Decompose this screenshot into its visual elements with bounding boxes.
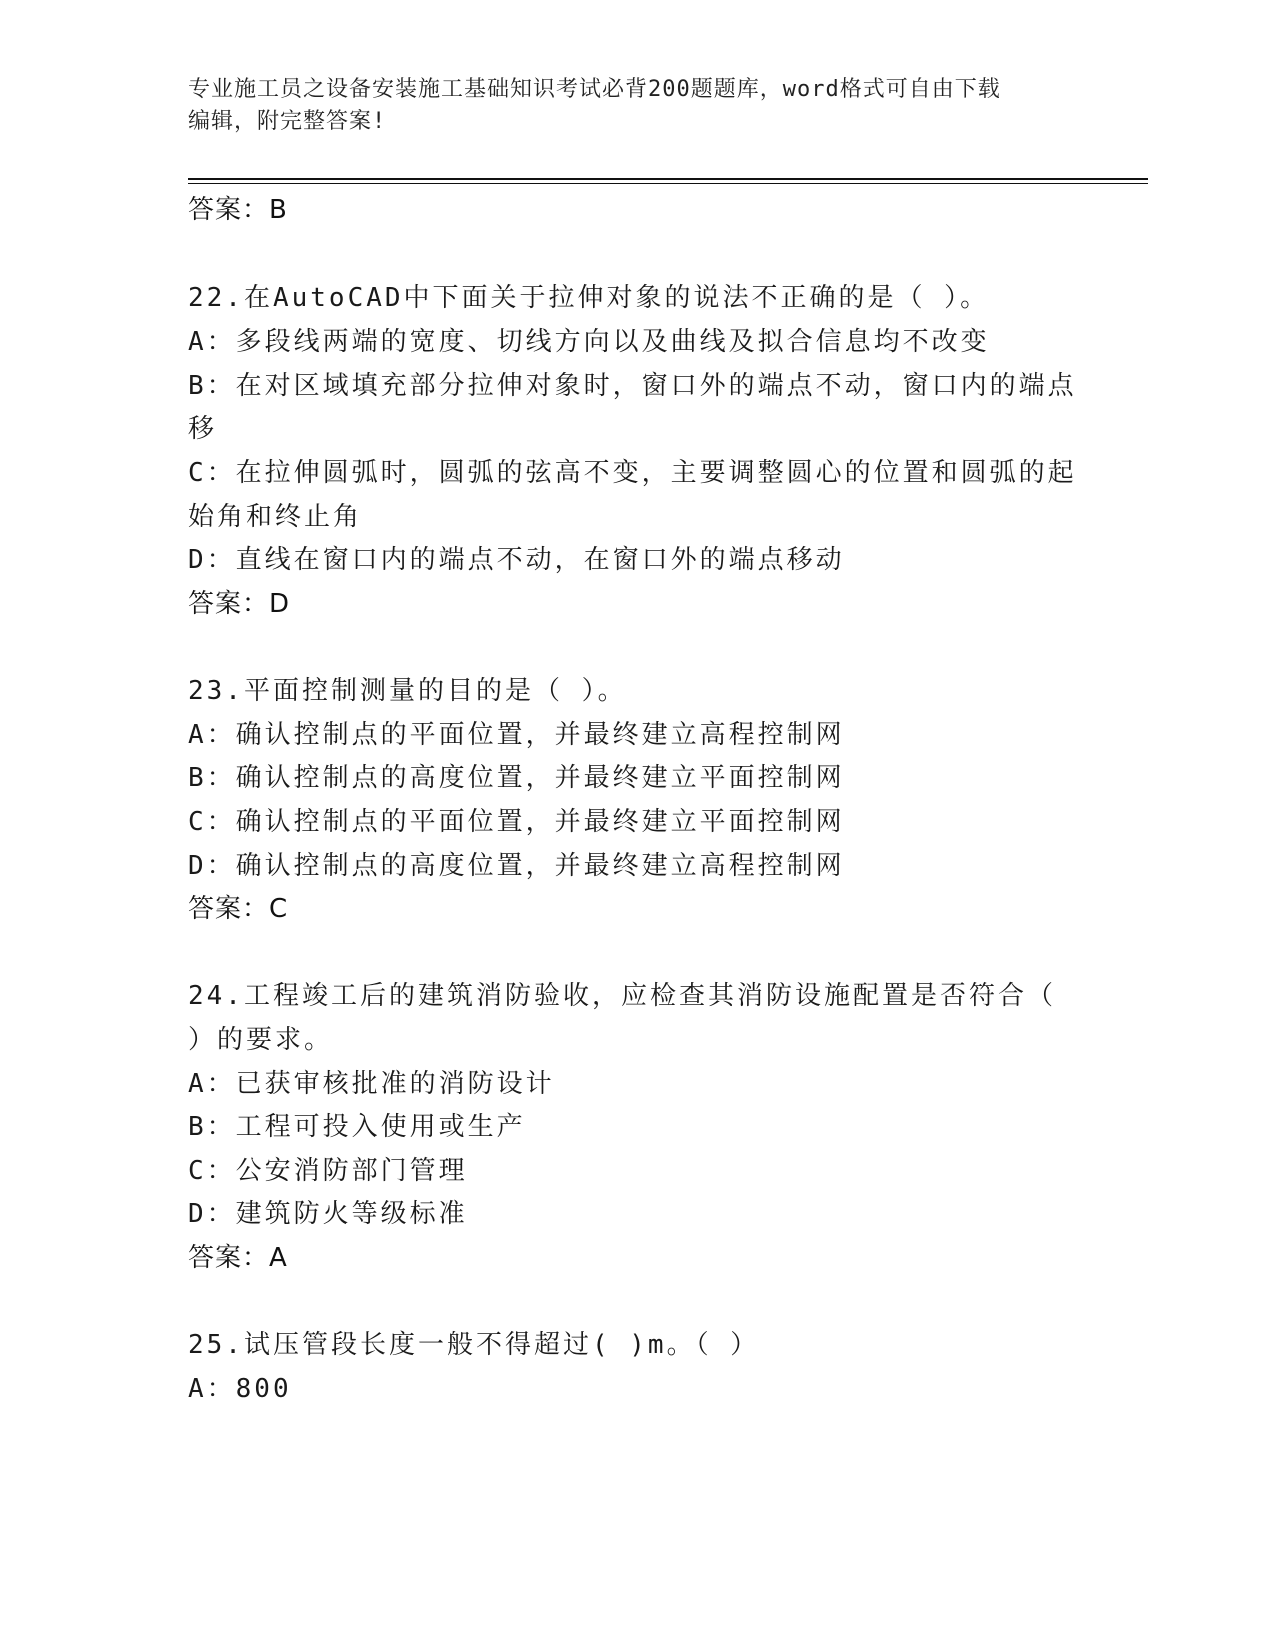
- question-23-option-d: D：确认控制点的高度位置，并最终建立高程控制网: [188, 851, 845, 881]
- question-25-option-a: A：800: [188, 1374, 292, 1404]
- page-header: [188, 74, 1088, 138]
- question-22-option-b: B：在对区域填充部分拉伸对象时，窗口外的端点不动，窗口内的端点: [188, 371, 1077, 401]
- question-22-option-c-cont: 始角和终止角: [188, 502, 363, 532]
- question-24-stem: 24.工程竣工后的建筑消防验收，应检查其消防设施配置是否符合（: [188, 981, 1056, 1011]
- question-25-stem: 25.试压管段长度一般不得超过( )m。（ ）: [188, 1330, 760, 1360]
- header-line-2: 编辑，附完整答案!: [188, 109, 387, 134]
- header-line-1: 专业施工员之设备安装施工基础知识考试必背200题题库，word格式可自由下载: [188, 77, 1001, 102]
- header-rule-thin: [188, 183, 1148, 184]
- question-24-option-a: A：已获审核批准的消防设计: [188, 1069, 555, 1099]
- question-24-answer: 答案：A: [188, 1243, 288, 1273]
- question-23-option-b: B：确认控制点的高度位置，并最终建立平面控制网: [188, 763, 845, 793]
- question-22-option-d: D：直线在窗口内的端点不动，在窗口外的端点移动: [188, 545, 845, 575]
- question-23-stem: 23.平面控制测量的目的是（ ）。: [188, 676, 627, 706]
- question-22-option-b-cont: 移: [188, 414, 218, 444]
- question-24-option-c: C：公安消防部门管理: [188, 1156, 468, 1186]
- question-24-option-d: D：建筑防火等级标准: [188, 1199, 468, 1229]
- question-22-answer: 答案：D: [188, 589, 291, 619]
- question-24-stem-cont: ）的要求。: [188, 1025, 334, 1055]
- question-23-option-c: C：确认控制点的平面位置，并最终建立平面控制网: [188, 807, 845, 837]
- question-23-option-a: A：确认控制点的平面位置，并最终建立高程控制网: [188, 720, 845, 750]
- header-rule-thick: [188, 178, 1148, 180]
- question-22-stem: 22.在AutoCAD中下面关于拉伸对象的说法不正确的是（ ）。: [188, 283, 990, 313]
- question-22-option-c: C：在拉伸圆弧时，圆弧的弦高不变，主要调整圆心的位置和圆弧的起: [188, 458, 1077, 488]
- question-22-option-a: A：多段线两端的宽度、切线方向以及曲线及拟合信息均不改变: [188, 327, 990, 357]
- question-23-answer: 答案：C: [188, 894, 289, 924]
- answer-previous: 答案：B: [188, 195, 288, 225]
- question-24-option-b: B：工程可投入使用或生产: [188, 1112, 526, 1142]
